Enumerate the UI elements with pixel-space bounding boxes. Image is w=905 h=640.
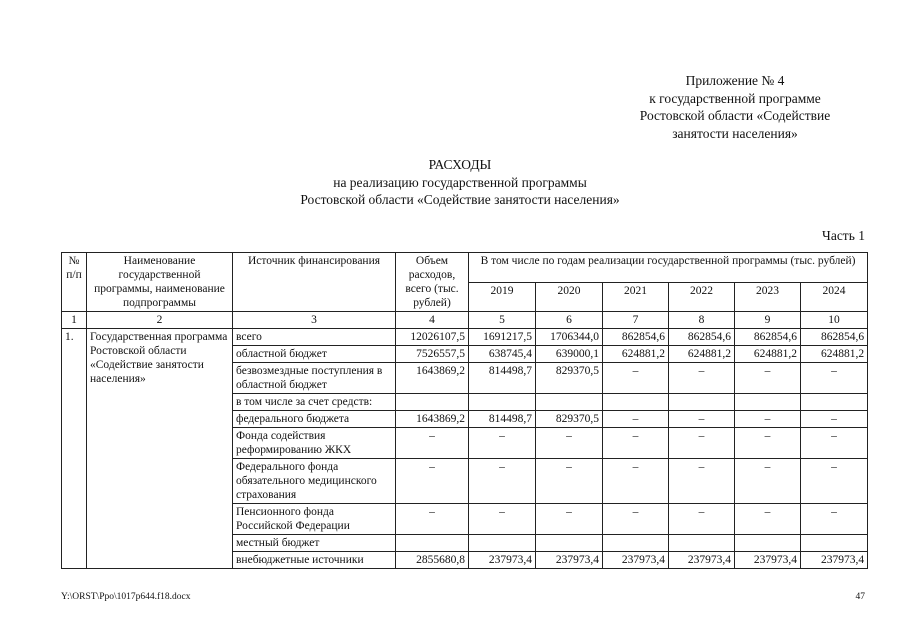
- year-amount: –: [801, 428, 868, 459]
- year-amount: –: [603, 428, 669, 459]
- year-amount: –: [669, 459, 735, 504]
- column-number: 3: [233, 312, 396, 329]
- year-amount: 829370,5: [536, 363, 603, 394]
- year-amount: –: [536, 428, 603, 459]
- funding-source: безвозмездные поступления в областной бюджет: [233, 363, 396, 394]
- year-amount: [801, 535, 868, 552]
- total-amount: 1643869,2: [396, 363, 469, 394]
- year-amount: –: [603, 504, 669, 535]
- total-amount: –: [396, 428, 469, 459]
- year-amount: 639000,1: [536, 346, 603, 363]
- year-amount: [469, 535, 536, 552]
- year-amount: 814498,7: [469, 363, 536, 394]
- year-amount: –: [669, 504, 735, 535]
- header-year: 2020: [536, 282, 603, 312]
- year-amount: –: [469, 428, 536, 459]
- appendix-line: к государственной программе: [649, 90, 821, 106]
- funding-source: внебюджетные источники: [233, 552, 396, 569]
- total-amount: [396, 535, 469, 552]
- appendix-header: [600, 72, 870, 142]
- year-amount: [669, 535, 735, 552]
- total-amount: 2855680,8: [396, 552, 469, 569]
- column-number: 8: [669, 312, 735, 329]
- year-amount: 237973,4: [801, 552, 868, 569]
- year-amount: 814498,7: [469, 411, 536, 428]
- year-amount: –: [801, 459, 868, 504]
- column-number: 2: [87, 312, 233, 329]
- year-amount: –: [735, 459, 801, 504]
- year-amount: –: [669, 411, 735, 428]
- funding-source: федерального бюджета: [233, 411, 396, 428]
- year-amount: –: [735, 363, 801, 394]
- year-amount: 1691217,5: [469, 329, 536, 346]
- year-amount: 624881,2: [801, 346, 868, 363]
- part-label: Часть 1: [822, 228, 865, 243]
- year-amount: –: [469, 504, 536, 535]
- header-year: 2024: [801, 282, 868, 312]
- year-amount: 862854,6: [801, 329, 868, 346]
- year-amount: 237973,4: [536, 552, 603, 569]
- total-amount: 12026107,5: [396, 329, 469, 346]
- year-amount: –: [536, 504, 603, 535]
- year-amount: 624881,2: [669, 346, 735, 363]
- program-name: Государственная программа Ростовской области «Содействие занятости населения»: [87, 329, 233, 569]
- year-amount: 237973,4: [469, 552, 536, 569]
- total-amount: 7526557,5: [396, 346, 469, 363]
- column-number-row: [62, 312, 868, 329]
- header-years-group: В том числе по годам реализации государственной программы (тыс. рублей): [469, 253, 868, 283]
- year-amount: –: [603, 459, 669, 504]
- total-amount: –: [396, 459, 469, 504]
- column-number: 5: [469, 312, 536, 329]
- year-amount: –: [536, 459, 603, 504]
- year-amount: [536, 535, 603, 552]
- column-number: 9: [735, 312, 801, 329]
- column-number: 10: [801, 312, 868, 329]
- year-amount: –: [801, 363, 868, 394]
- header-year: 2023: [735, 282, 801, 312]
- year-amount: 638745,4: [469, 346, 536, 363]
- year-amount: [603, 394, 669, 411]
- year-amount: [603, 535, 669, 552]
- footer-page-number: 47: [855, 592, 865, 602]
- total-amount: 1643869,2: [396, 411, 469, 428]
- year-amount: [801, 394, 868, 411]
- year-amount: 862854,6: [669, 329, 735, 346]
- header-year: 2019: [469, 282, 536, 312]
- year-amount: –: [801, 504, 868, 535]
- funding-source: областной бюджет: [233, 346, 396, 363]
- year-amount: 862854,6: [603, 329, 669, 346]
- header-total: Объем расходов, всего (тыс. рублей): [396, 253, 469, 312]
- year-amount: –: [669, 428, 735, 459]
- program-number: 1.: [62, 329, 87, 569]
- year-amount: [735, 535, 801, 552]
- year-amount: 624881,2: [735, 346, 801, 363]
- document-title: [200, 156, 720, 209]
- header-num: № п/п: [62, 253, 87, 312]
- year-amount: 624881,2: [603, 346, 669, 363]
- column-number: 7: [603, 312, 669, 329]
- funding-source: Пенсионного фонда Российской Федерации: [233, 504, 396, 535]
- year-amount: 237973,4: [603, 552, 669, 569]
- year-amount: 237973,4: [669, 552, 735, 569]
- table-row: [62, 329, 868, 346]
- expenses-table: [61, 252, 868, 569]
- funding-source: местный бюджет: [233, 535, 396, 552]
- year-amount: [669, 394, 735, 411]
- total-amount: –: [396, 504, 469, 535]
- column-number: 6: [536, 312, 603, 329]
- year-amount: 237973,4: [735, 552, 801, 569]
- year-amount: –: [603, 411, 669, 428]
- title-line: на реализацию государственной программы: [333, 174, 587, 190]
- year-amount: 1706344,0: [536, 329, 603, 346]
- year-amount: –: [735, 504, 801, 535]
- title-line: Ростовской области «Содействие занятости населения»: [300, 192, 620, 207]
- year-amount: –: [669, 363, 735, 394]
- year-amount: –: [603, 363, 669, 394]
- year-amount: 862854,6: [735, 329, 801, 346]
- header-source: Источник финансирования: [233, 253, 396, 312]
- year-amount: [469, 394, 536, 411]
- year-amount: –: [801, 411, 868, 428]
- header-year: 2021: [603, 282, 669, 312]
- footer-file-path: Y:\ORST\Ppo\1017p644.f18.docx: [61, 592, 191, 602]
- year-amount: –: [469, 459, 536, 504]
- column-number: 4: [396, 312, 469, 329]
- appendix-line: Приложение № 4: [685, 73, 785, 88]
- year-amount: 829370,5: [536, 411, 603, 428]
- funding-source: Фонда содействия реформированию ЖКХ: [233, 428, 396, 459]
- total-amount: [396, 394, 469, 411]
- header-year: 2022: [669, 282, 735, 312]
- column-number: 1: [62, 312, 87, 329]
- year-amount: –: [735, 411, 801, 428]
- year-amount: –: [735, 428, 801, 459]
- header-name: Наименование государственной программы, наименование подпрограммы: [87, 253, 233, 312]
- appendix-line: занятости населения»: [672, 125, 798, 141]
- appendix-line: Ростовской области «Содействие: [639, 108, 831, 123]
- funding-source: Федерального фонда обязательного медицинского страхования: [233, 459, 396, 504]
- funding-source: в том числе за счет средств:: [233, 394, 396, 411]
- year-amount: [536, 394, 603, 411]
- title-line: РАСХОДЫ: [428, 157, 492, 172]
- funding-source: всего: [233, 329, 396, 346]
- header-row: [62, 253, 868, 283]
- year-amount: [735, 394, 801, 411]
